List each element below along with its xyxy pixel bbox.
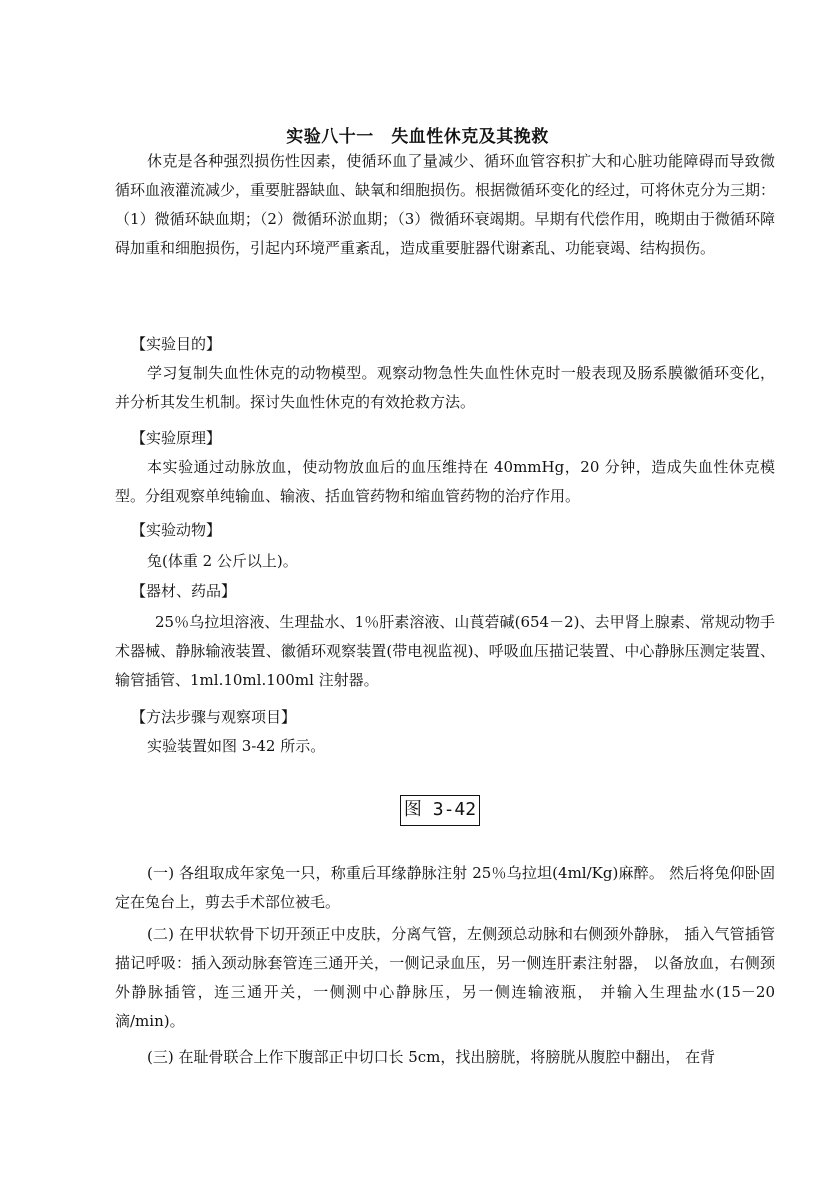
- materials-heading: 【器材、药品】: [131, 582, 237, 600]
- animal-paragraph: 兔(体重 2 公斤以上)。: [147, 552, 298, 570]
- step-paragraph: (一) 各组取成年家兔一只，称重后耳缘静脉注射 25％乌拉坦(4ml/Kg)麻醉。 然后将兔仰卧固定在兔台上，剪去手术部位被毛。: [115, 864, 775, 911]
- step-paragraph: (二) 在甲状软骨下切开颈正中皮肤，分离气管，左侧颈总动脉和右侧颈外静脉， 插入气管插管描记呼吸：插入颈动脉套管连三通开关，一侧记录血压，另一侧连肝素注射器， 以备放血，右侧颈外静脉插管，连三通开关，一侧测中心静脉压，另一侧连输液瓶， 并输入生理盐水(15－20 滴/min)。: [115, 925, 775, 1030]
- intro-paragraph: 休克是各种强烈损伤性因素，使循环血了量减少、循环血管容积扩大和心脏功能障碍而导致微循环血液灌流减少，重要脏器缺血、缺氧和细胞损伤。根据微循环变化的经过，可将休克分为三期：（1）微循环缺血期；（2）微循环淤血期；（3）微循环衰竭期。早期有代偿作用，晚期由于微循环障碍加重和细胞损伤，引起内环境严重紊乱，造成重要脏器代谢紊乱、功能衰竭、结构损伤。: [115, 152, 776, 257]
- purpose-paragraph: 学习复制失血性休克的动物模型。观察动物急性失血性休克时一般表现及肠系膜徽循环变化，并分析其发生机制。探讨失血性休克的有效抢救方法。: [115, 364, 775, 411]
- page-title: 实验八十一 失血性休克及其挽救: [286, 127, 549, 147]
- materials-paragraph: 25％乌拉坦溶液、生理盐水、1％肝素溶液、山莨菪碱(654－2)、去甲肾上腺素、常规动物手术器械、静脉输液装置、徽循环观察装置(带电视监视)、呼吸血压描记装置、中心静脉压测定装置、输管插管、1ml.10ml.100ml 注射器。: [115, 613, 775, 689]
- method-intro: 实验装置如图 3-42 所示。: [147, 737, 326, 755]
- purpose-heading: 【实验目的】: [131, 335, 222, 353]
- method-heading: 【方法步骤与观察项目】: [131, 708, 297, 726]
- principle-paragraph: 本实验通过动脉放血，使动物放血后的血压维持在 40mmHg，20 分钟，造成失血性休克模型。分组观察单纯输血、输液、括血管药物和缩血管药物的治疗作用。: [115, 458, 775, 505]
- principle-heading: 【实验原理】: [131, 429, 222, 447]
- figure-label: 图 3-42: [400, 795, 480, 826]
- animal-heading: 【实验动物】: [131, 521, 222, 539]
- step-paragraph: (三) 在耻骨联合上作下腹部正中切口长 5cm，找出膀胱，将膀胱从腹腔中翻出， 在背: [147, 1048, 716, 1066]
